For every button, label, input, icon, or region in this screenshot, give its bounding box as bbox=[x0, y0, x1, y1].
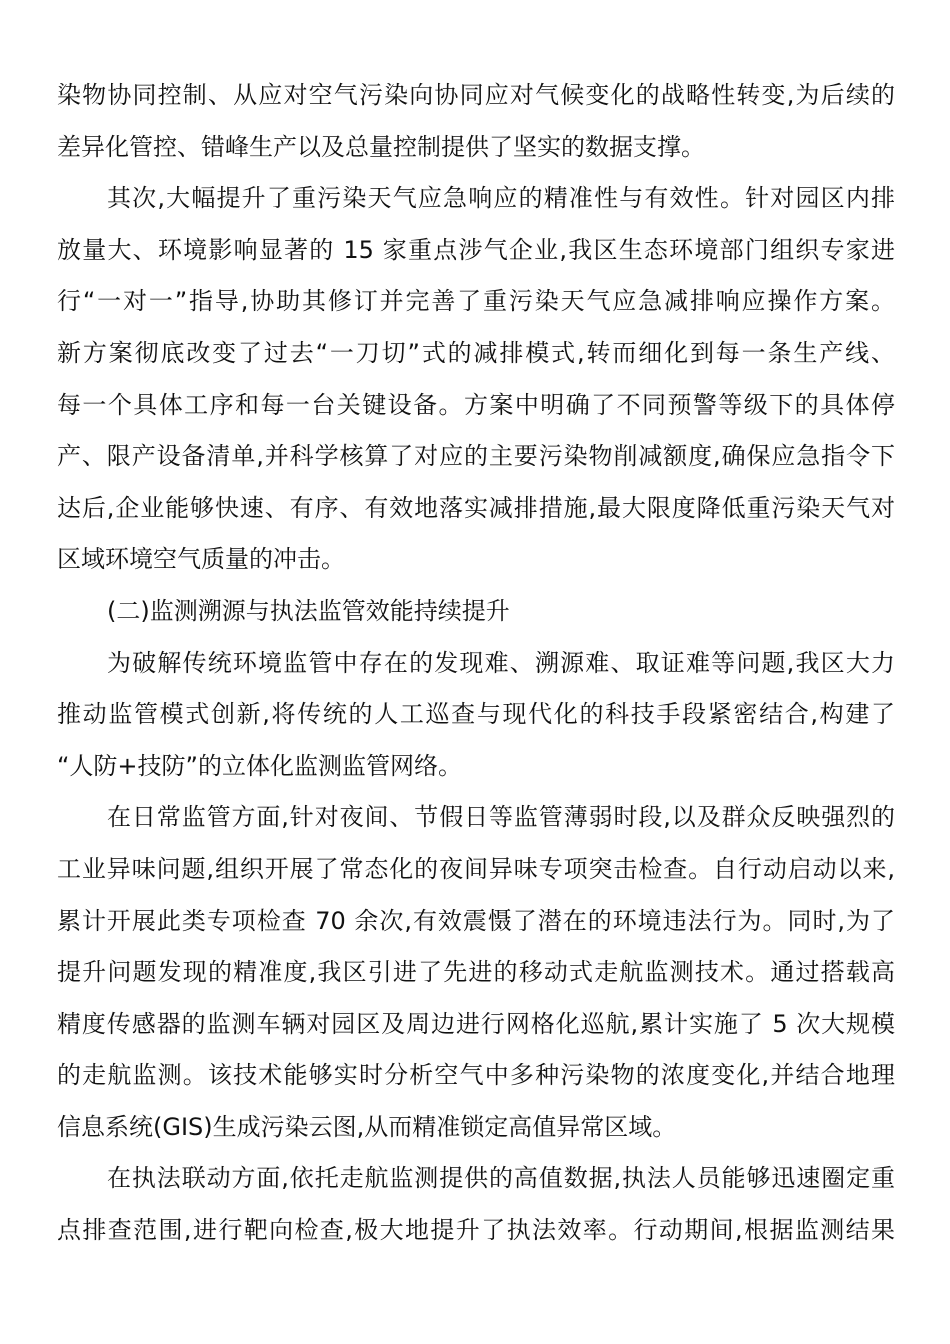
text-line: 行“一对一”指导,协助其修订并完善了重污染天气应急减排响应操作方案。 bbox=[57, 287, 895, 316]
text-line: 染物协同控制、从应对空气污染向协同应对气候变化的战略性转变,为后续的 bbox=[57, 81, 895, 109]
text-line: 提升问题发现的精准度,我区引进了先进的移动式走航监测技术。通过搭载高 bbox=[57, 958, 895, 987]
text-line: 其次,大幅提升了重污染天气应急响应的精准性与有效性。针对园区内排 bbox=[107, 184, 895, 213]
document-page bbox=[57, 70, 895, 1257]
paragraph-monitoring-innovation bbox=[57, 638, 895, 793]
text-line: 推动监管模式创新,将传统的人工巡查与现代化的科技手段紧密结合,构建了 bbox=[57, 700, 895, 729]
text-line: 在日常监管方面,针对夜间、节假日等监管薄弱时段,以及群众反映强烈的 bbox=[107, 803, 895, 832]
text-line: 信息系统(GIS)生成污染云图,从而精准锁定高值异常区域。 bbox=[57, 1112, 677, 1141]
text-line: 累计开展此类专项检查 70 余次,有效震慑了潜在的环境违法行为。同时,为了 bbox=[57, 906, 895, 935]
paragraph-emergency-response bbox=[57, 173, 895, 586]
text-line: 的走航监测。该技术能够实时分析空气中多种污染物的浓度变化,并结合地理 bbox=[57, 1061, 895, 1090]
paragraph-enforcement-linkage bbox=[57, 1153, 895, 1256]
text-line: “人防+技防”的立体化监测监管网络。 bbox=[57, 751, 462, 780]
text-line: 工业异味问题,组织开展了常态化的夜间异味专项突击检查。自行动启动以来, bbox=[57, 854, 895, 883]
text-line: 每一个具体工序和每一台关键设备。方案中明确了不同预警等级下的具体停 bbox=[57, 390, 895, 419]
text-line: 新方案彻底改变了过去“一刀切”式的减排模式,转而细化到每一条生产线、 bbox=[57, 338, 895, 367]
text-line: 点排查范围,进行靶向检查,极大地提升了执法效率。行动期间,根据监测结果 bbox=[57, 1216, 895, 1245]
text-line: 精度传感器的监测车辆对园区及周边进行网格化巡航,累计实施了 5 次大规模 bbox=[57, 1009, 895, 1038]
section-heading bbox=[57, 586, 895, 638]
text-line: 放量大、环境影响显著的 15 家重点涉气企业,我区生态环境部门组织专家进 bbox=[57, 235, 895, 264]
text-line: 在执法联动方面,依托走航监测提供的高值数据,执法人员能够迅速圈定重 bbox=[107, 1164, 895, 1193]
heading-text: (二)监测溯源与执法监管效能持续提升 bbox=[107, 596, 510, 625]
paragraph-daily-supervision bbox=[57, 792, 895, 1153]
text-line: 区域环境空气质量的冲击。 bbox=[57, 545, 345, 574]
text-line: 为破解传统环境监管中存在的发现难、溯源难、取证难等问题,我区大力 bbox=[107, 648, 895, 677]
text-line: 产、限产设备清单,并科学核算了对应的主要污染物削减额度,确保应急指令下 bbox=[57, 442, 895, 471]
text-line: 差异化管控、错峰生产以及总量控制提供了坚实的数据支撑。 bbox=[57, 132, 705, 161]
paragraph-continuation bbox=[57, 70, 895, 173]
text-line: 达后,企业能够快速、有序、有效地落实减排措施,最大限度降低重污染天气对 bbox=[57, 493, 895, 522]
